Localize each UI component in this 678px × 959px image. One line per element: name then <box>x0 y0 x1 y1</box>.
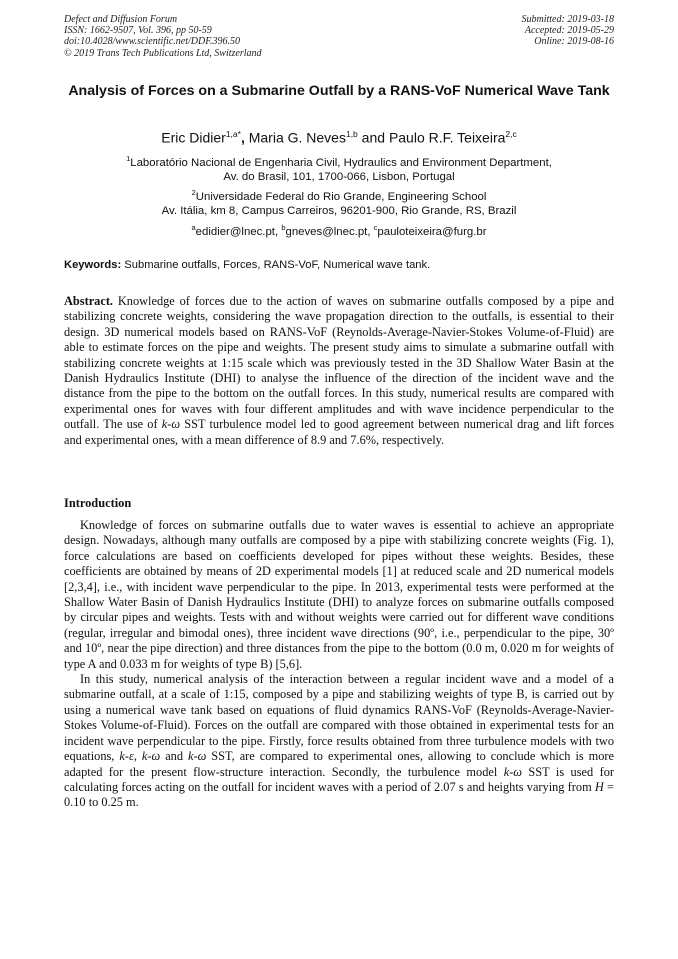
submitted-date: Submitted: 2019-03-18 <box>521 14 614 25</box>
affiliation-2: $^2$Universidade Federal do Rio Grande, Engineering School Av. Itália, km 8, Campus Carreiros, 96201-900, Rio Grande, RS, Brazil <box>161 188 517 218</box>
author-name: Paulo R.F. Teixeira <box>388 129 506 146</box>
keywords-text: Submarine outfalls, Forces, RANS-VoF, Numerical wave tank. <box>121 259 431 271</box>
accepted-date: Accepted: 2019-05-29 <box>524 25 614 37</box>
publication-dates <box>522 14 615 48</box>
author-affiliation-mark: 1,a* <box>225 129 241 139</box>
online-date: Online: 2019-08-16 <box>534 36 614 48</box>
author-name: Eric Didier <box>161 129 226 146</box>
abstract: Abstract. Knowledge of forces due to the action of waves on submarine outfalls composed by a pipe and stabilizing concrete weights, considering the wave propagation direction to the outfalls, is essential to their design. 3D numerical models based on RANS-VoF (Reynolds-Average-Navier-Stokes Volume-of-Fluid) are able to estimate forces on the pipe and weights. The present study aims to simulate a submarine outfall with stabilizing concrete weights at 1:15 scale which was previously tested in the 3D Shallow Water Basin at the Danish Hydraulics Institute (DHI) to analyse the influence of the direction of the incident wave and the distance from the pipe to the bottom on the outfall forces. In this study, numerical results are compared with experimental ones for waves with four different amplitudes and with wave incidence perpendicular to the outfall. The use of k-ω SST turbulence model led to good agreement between numerical drag and lift forces and experimental ones, with a mean difference of 8.9 and 7.6%, respectively. <box>64 294 614 447</box>
journal-info <box>64 14 262 59</box>
introduction-section <box>64 518 614 811</box>
author-emails: $^a$edidier@lnec.pt, $^b$gneves@lnec.pt, $^c$pauloteixeira@furg.br <box>191 223 487 238</box>
email-link[interactable]: pauloteixeira@furg.br <box>377 225 487 238</box>
section-heading: Introduction <box>64 496 132 510</box>
keywords <box>64 258 614 272</box>
journal-issn: ISSN: 1662-9507, Vol. 396, pp 50-59 <box>64 25 212 37</box>
author-name: Maria G. Neves <box>248 129 346 146</box>
journal-name: Defect and Diffusion Forum <box>64 14 178 25</box>
journal-copyright: © 2019 Trans Tech Publications Ltd, Switzerland <box>64 47 262 59</box>
affiliation-1: $^1$Laboratório Nacional de Engenharia Civil, Hydraulics and Environment Department, Av. do Brasil, 101, 1700-066, Lisbon, Portugal <box>126 154 552 184</box>
email-link[interactable]: gneves@lnec.pt, <box>285 225 374 238</box>
paragraph: Knowledge of forces on submarine outfalls due to water waves is essential to achieve an appropriate design. Nowadays, although many outfalls are composed by a pipe with stabilizing concrete weights (Fig. 1), force calculations are based on coefficients developed for pipes without these weights. Besides, these coefficients are obtained by means of 2D experimental models [1] at reduced scale and 2D numerical models [2,3,4], i.e., with incident wave perpendicular to the pipe. In 2013, experimental tests were performed at the Shallow Water Basin of Danish Hydraulics Institute (DHI) to analyze forces on submarine outfalls composed by circular pipes and weights. Tests with and without weights were carried out for different wave conditions (regular, irregular and bimodal ones), three incident wave directions (90º, i.e., perpendicular to the pipe, 30º and 10º, near the pipe direction) and three distances from the pipe to the bottom (0.0 m, 0.020 m for weights of type A and 0.033 m for weights of type B) [5,6]. <box>64 518 614 671</box>
journal-doi: doi:10.4028/www.scientific.net/DDF.396.50 <box>64 36 241 48</box>
paper-title: Analysis of Forces on a Submarine Outfall by a RANS-VoF Numerical Wave Tank <box>68 83 610 99</box>
author-affiliation-mark: 2,c <box>505 129 517 139</box>
keywords-label: Keywords: <box>64 259 122 271</box>
author-list: Eric Didier$^{1,a*}$, Maria G. Neves$^{1,b}$ and Paulo R.F. Teixeira$^{2,c}$ <box>161 129 517 146</box>
paragraph: In this study, numerical analysis of the interaction between a regular incident wave and a model of a submarine outfall, at a scale of 1:15, composed by a pipe and stabilizing weights of type B, is carried out by using a numerical wave tank based on equations of fluid dynamics RANS-VoF (Reynolds-Average-Navier-Stokes Volume-of-Fluid). Forces on the outfall are compared with those obtained in experimental tests for an incident wave perpendicular to the pipe. Firstly, force results obtained from three turbulence models with two equations, k-ε, k-ω and k-ω SST, are compared to experimental ones, allowing to conclude which is more adapted for the present flow-structure interaction. Secondly, the turbulence model k-ω SST is used for calculating forces acting on the outfall for incident waves with a period of 2.07 s and heights varying from H = 0.10 to 0.25 m. <box>64 672 615 810</box>
email-link[interactable]: edidier@lnec.pt, <box>195 225 282 238</box>
abstract-label: Abstract. <box>64 294 114 308</box>
author-affiliation-mark: 1,b <box>345 129 358 139</box>
